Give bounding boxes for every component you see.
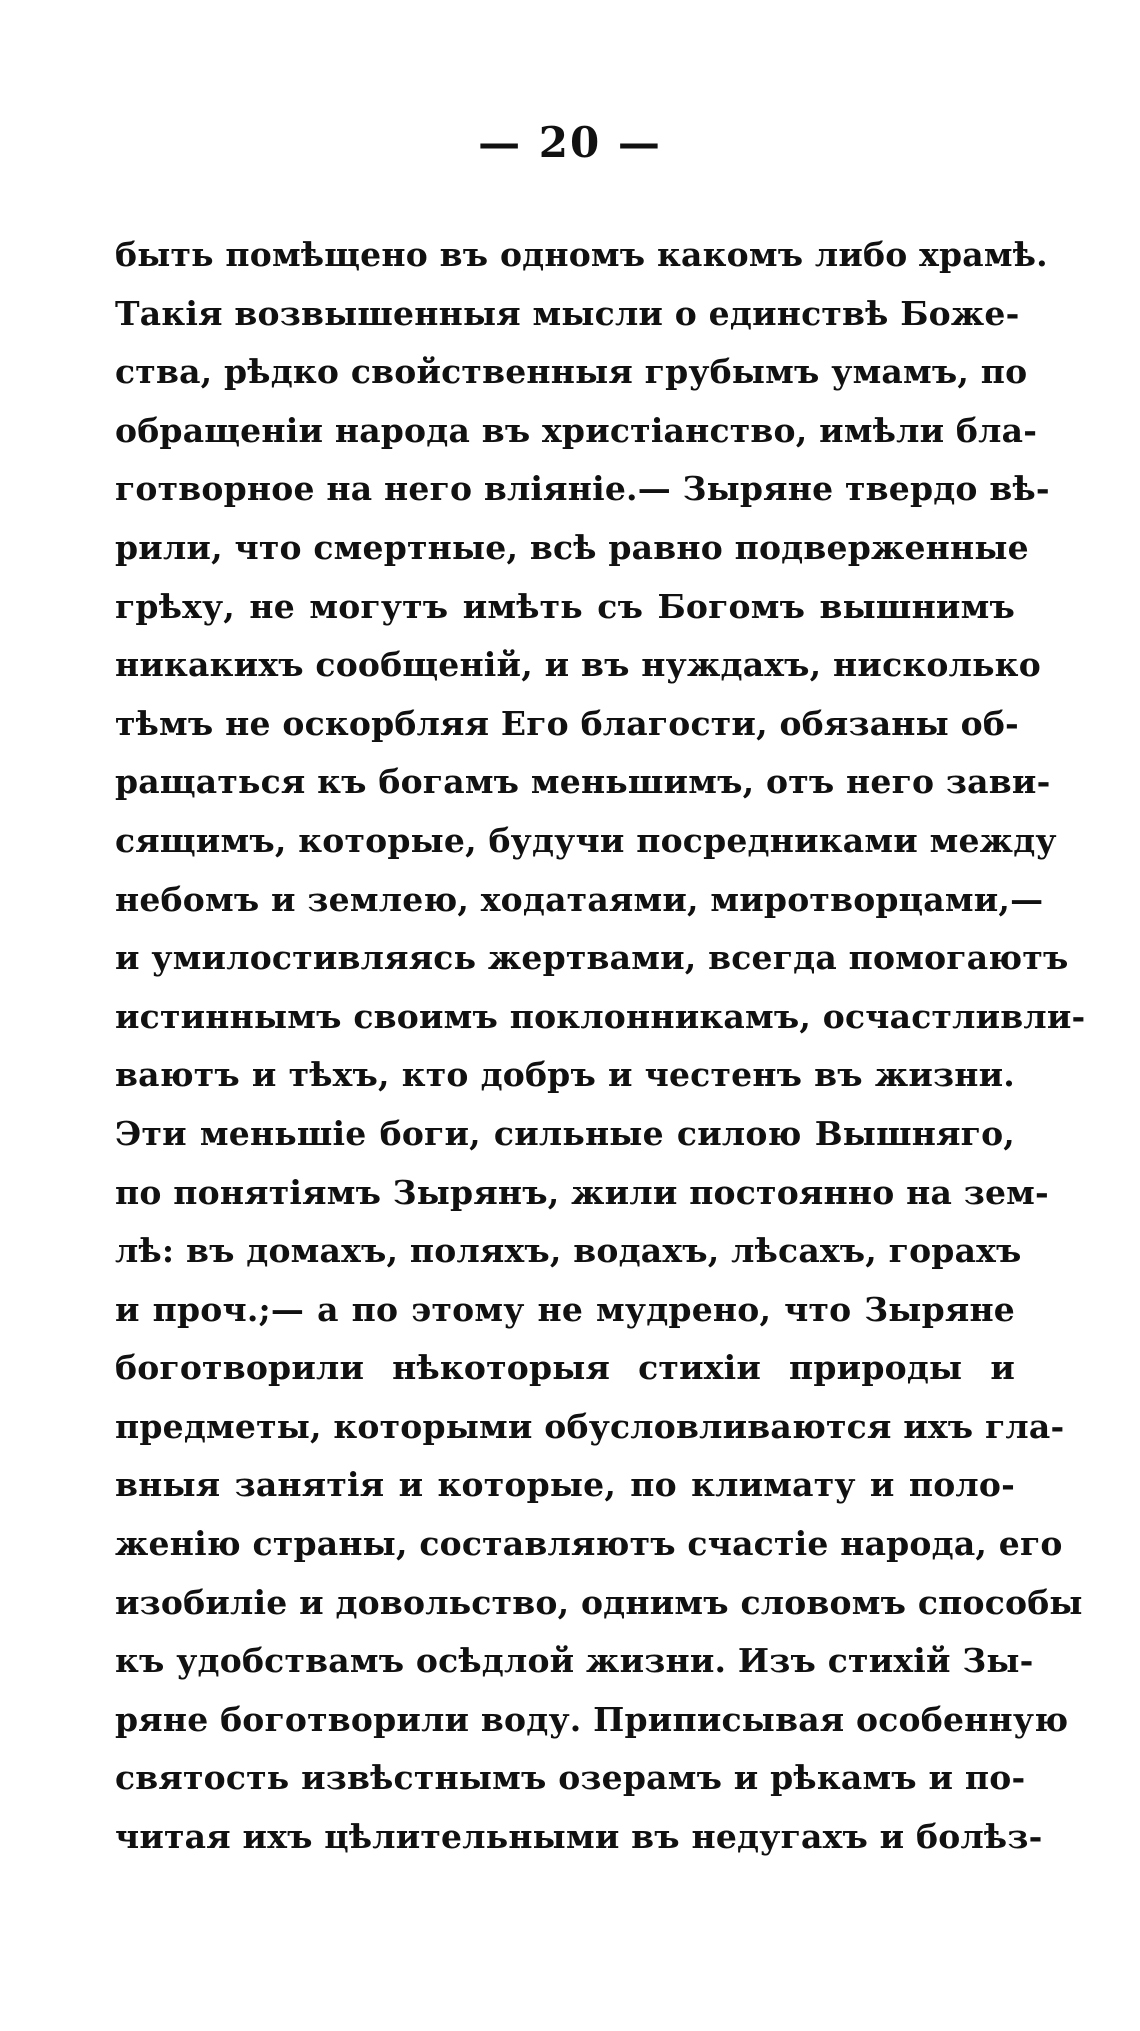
body-text <box>115 226 1086 1867</box>
text-line: предметы, которыми обусловливаются ихъ гла- <box>115 1406 1065 1446</box>
text-line: сящимъ, которые, будучи посредниками между <box>115 820 1057 860</box>
text-line: по понятіямъ Зырянъ, жили постоянно на зем- <box>115 1172 1049 1212</box>
text-line: небомъ и землею, ходатаями, миротворцами,— <box>115 879 1044 919</box>
text-line: Такія возвышенныя мысли о единствѣ Боже- <box>115 293 1020 333</box>
text-line: изобиліе и довольство, однимъ словомъ способы <box>115 1582 1083 1622</box>
text-line: боготворили нѣкоторыя стихіи природы и <box>115 1348 1015 1388</box>
text-line: ства, рѣдко свойственныя грубымъ умамъ, по <box>115 352 1028 392</box>
text-line: и проч.;— а по этому не мудрено, что Зыряне <box>115 1289 1015 1329</box>
text-line: и умилостивляясь жертвами, всегда помогаютъ <box>115 938 1069 978</box>
text-line: рили, что смертные, всѣ равно подверженные <box>115 527 1029 567</box>
text-line: вныя занятія и которые, по климату и поло- <box>115 1465 1015 1505</box>
text-line: грѣху, не могутъ имѣть съ Богомъ вышнимъ <box>115 586 1015 626</box>
text-line: обращеніи народа въ христіанство, имѣли бла- <box>115 410 1038 450</box>
text-line: къ удобствамъ осѣдлой жизни. Изъ стихій Зы- <box>115 1641 1034 1681</box>
text-line: ваютъ и тѣхъ, кто добръ и честенъ въ жизни. <box>115 1055 1015 1095</box>
text-line: быть помѣщено въ одномъ какомъ либо храмѣ. <box>115 235 1048 274</box>
text-line: лѣ: въ домахъ, поляхъ, водахъ, лѣсахъ, горахъ <box>115 1231 1022 1271</box>
text-line: ращаться къ богамъ меньшимъ, отъ него зави- <box>115 762 1051 802</box>
text-line: никакихъ сообщеній, и въ нуждахъ, нисколько <box>115 645 1041 685</box>
text-line: читая ихъ цѣлительными въ недугахъ и болѣз- <box>115 1817 1043 1857</box>
text-line: Эти меньшіе боги, сильные силою Вышняго, <box>115 1113 1015 1153</box>
text-line: женію страны, составляютъ счастіе народа, его <box>115 1524 1063 1564</box>
text-line: готворное на него вліяніе.— Зыряне твердо вѣ- <box>115 469 1050 509</box>
page-number: — 20 — <box>478 118 662 167</box>
text-line: истиннымъ своимъ поклонникамъ, осчастливли- <box>115 996 1086 1036</box>
text-line: святость извѣстнымъ озерамъ и рѣкамъ и по- <box>115 1758 1026 1798</box>
text-line: тѣмъ не оскорбляя Его благости, обязаны об- <box>115 703 1019 743</box>
text-line: ряне боготворили воду. Приписывая особенную <box>115 1699 1069 1739</box>
